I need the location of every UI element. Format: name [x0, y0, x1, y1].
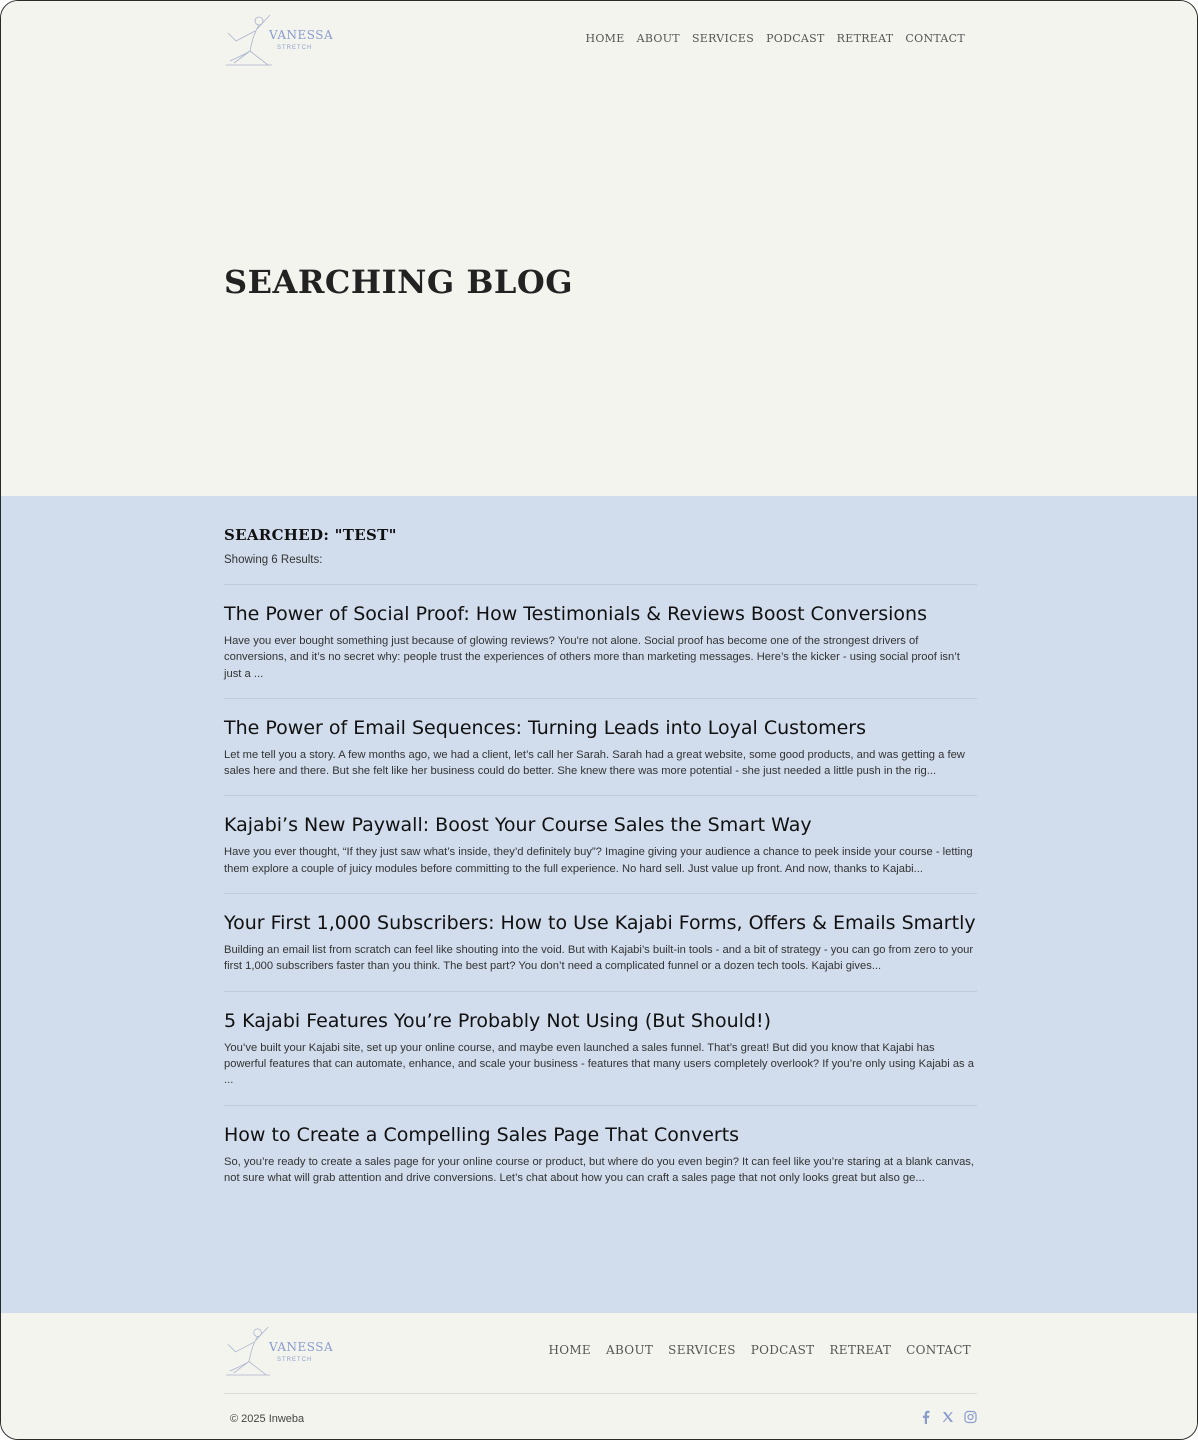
nav-services[interactable]: SERVICES	[691, 32, 755, 45]
page-title: SEARCHING BLOG	[224, 263, 574, 301]
yoga-figure-icon	[224, 11, 274, 67]
results-content	[224, 526, 977, 1202]
yoga-figure-icon	[224, 1323, 272, 1377]
post-item	[224, 698, 977, 796]
post-title[interactable]: How to Create a Compelling Sales Page That Converts	[224, 1123, 740, 1146]
post-item	[224, 795, 977, 893]
post-title[interactable]: Kajabi’s New Paywall: Boost Your Course Sales the Smart Way	[224, 814, 812, 837]
post-excerpt: Let me tell you a story. A few months ago, we had a client, let’s call her Sarah. Sarah had a great website, some good products, and was getting a few sales here and there. But she felt like her business could do better. She knew there was more potential - she just needed a little push in the rig...	[224, 748, 965, 778]
search-results	[1, 496, 1197, 1313]
logo-name: VANESSA	[269, 28, 334, 42]
footer-nav-contact[interactable]: CONTACT	[906, 1343, 971, 1357]
post-excerpt: Have you ever bought something just because of glowing reviews? You're not alone. Social proof has become one of the strongest drivers of conversions, and it’s no secret why: people trust the experiences of others more than marketing messages. Here’s the kicker - using social proof isn’t just a ...	[224, 635, 960, 680]
post-excerpt: Building an email list from scratch can feel like shouting into the void. But with Kajabi’s built-in tools - and a bit of strategy - you can go from zero to your first 1,000 subscribers faster than you think. The best part? You don’t need a complicated funnel or a dozen tech tools. Kajabi gives...	[224, 944, 974, 973]
search-query-heading: SEARCHED: "TEST"	[224, 526, 397, 544]
footer-nav	[548, 1343, 971, 1357]
footer-nav-about[interactable]: ABOUT	[606, 1343, 654, 1357]
nav-about[interactable]: ABOUT	[636, 32, 680, 45]
nav-home[interactable]: HOME	[585, 32, 625, 45]
facebook-icon[interactable]	[920, 1410, 932, 1424]
header	[1, 1, 1197, 496]
instagram-icon[interactable]	[964, 1410, 976, 1424]
footer	[1, 1313, 1197, 1439]
post-title[interactable]: 5 Kajabi Features You’re Probably Not Using (But Should!)	[224, 1009, 771, 1032]
footer-nav-services[interactable]: SERVICES	[668, 1343, 736, 1357]
x-icon[interactable]	[942, 1410, 954, 1424]
post-item	[224, 893, 977, 991]
logo-sub: STRETCH	[277, 1357, 313, 1363]
post-excerpt: Have you ever thought, “If they just saw what’s inside, they’d definitely buy”? Imagine giving your audience a chance to peek inside your course - letting them explore a couple of juicy modules before committing to the full experience. No hard sell. Just value up front. And now, thanks to Kajabi...	[224, 846, 973, 875]
logo-sub: STRETCH	[277, 45, 313, 51]
footer-nav-home[interactable]: HOME	[548, 1343, 591, 1357]
posts-list	[224, 584, 977, 1202]
site-logo[interactable]	[224, 11, 334, 69]
post-item	[224, 584, 977, 698]
results-count: Showing 6 Results:	[224, 554, 323, 566]
post-excerpt: So, you’re ready to create a sales page for your online course or product, but where do you even begin? It can feel like you’re staring at a blank canvas, not sure what will grab attention and drive conversions. Let’s chat about how you can craft a sales page that not only looks great but also ge...	[224, 1155, 975, 1184]
nav-retreat[interactable]: RETREAT	[836, 32, 894, 45]
post-item	[224, 1105, 977, 1203]
nav-podcast[interactable]: PODCAST	[766, 32, 825, 45]
social-links	[920, 1410, 976, 1424]
copyright: © 2025 Inweba	[230, 1413, 305, 1425]
post-title[interactable]: The Power of Email Sequences: Turning Leads into Loyal Customers	[224, 716, 867, 739]
footer-nav-podcast[interactable]: PODCAST	[750, 1343, 815, 1357]
post-title[interactable]: Your First 1,000 Subscribers: How to Use Kajabi Forms, Offers & Emails Smartly	[224, 912, 976, 935]
footer-nav-retreat[interactable]: RETREAT	[829, 1343, 892, 1357]
post-item	[224, 991, 977, 1105]
footer-divider	[224, 1393, 977, 1394]
logo-name: VANESSA	[269, 1340, 334, 1354]
main-nav	[585, 32, 965, 45]
footer-logo[interactable]	[224, 1323, 334, 1378]
post-title[interactable]: The Power of Social Proof: How Testimonials & Reviews Boost Conversions	[224, 603, 927, 625]
nav-contact[interactable]: CONTACT	[905, 32, 965, 45]
post-excerpt: You’ve built your Kajabi site, set up your online course, and maybe even launched a sales funnel. That’s great! But did you know that Kajabi has powerful features that can automate, enhance, and scale your business - features that many users completely overlook? If you’re only using Kajabi as a ...	[224, 1041, 974, 1087]
